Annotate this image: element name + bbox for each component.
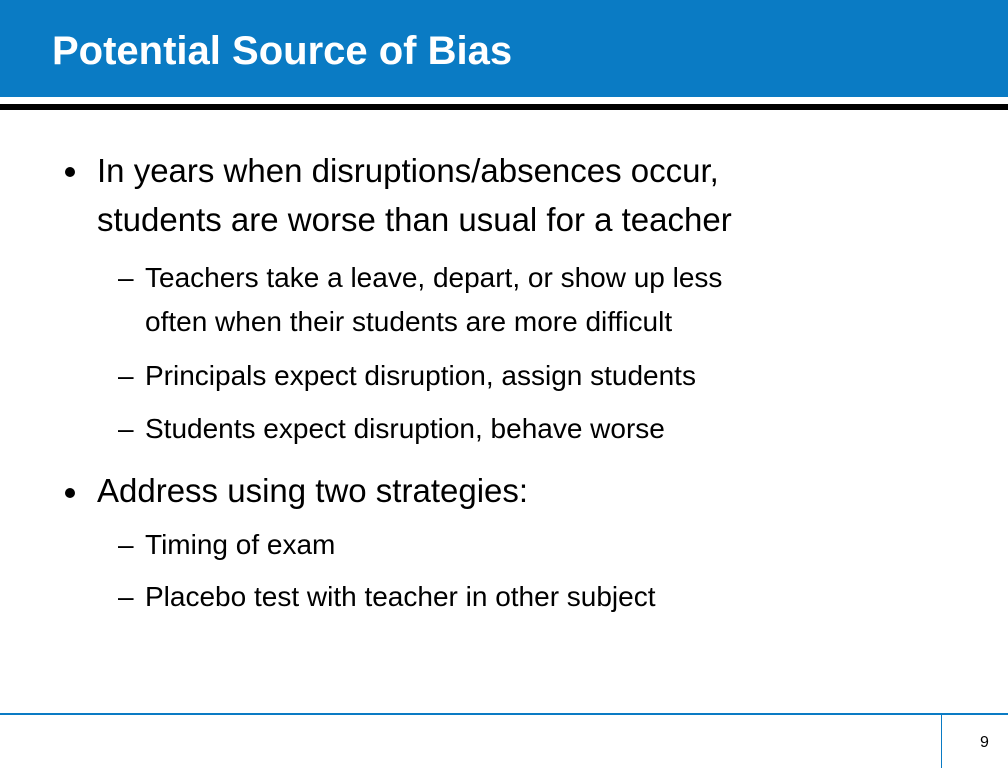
bullet-1-line-2: students are worse than usual for a teacher xyxy=(97,201,732,238)
footer-rule xyxy=(0,713,1008,715)
sub-bullet-dash: – xyxy=(118,529,134,560)
sub-bullet-1-2: Principals expect disruption, assign students xyxy=(145,360,696,391)
sub-bullet-2-2: Placebo test with teacher in other subject xyxy=(145,581,656,612)
sub-bullet-dash: – xyxy=(118,360,134,391)
bullet-dot xyxy=(65,167,75,177)
sub-bullet-2-1: Timing of exam xyxy=(145,529,336,560)
bullet-2-line-1: Address using two strategies: xyxy=(97,472,529,509)
sub-bullet-1-1-line-1: Teachers take a leave, depart, or show up less xyxy=(145,262,723,293)
slide-title: Potential Source of Bias xyxy=(52,29,513,73)
sub-bullet-dash: – xyxy=(118,413,134,444)
page-number: 9 xyxy=(980,734,989,751)
sub-bullet-1-3: Students expect disruption, behave worse xyxy=(145,413,665,444)
sub-bullet-1-1-line-2: often when their students are more difficult xyxy=(145,306,673,337)
sub-bullet-dash: – xyxy=(118,581,134,612)
bullet-dot xyxy=(65,488,75,498)
sub-bullet-dash: – xyxy=(118,262,134,293)
footer-divider xyxy=(941,715,942,768)
bullet-1-line-1: In years when disruptions/absences occur, xyxy=(97,152,719,189)
title-underline xyxy=(0,104,1008,110)
